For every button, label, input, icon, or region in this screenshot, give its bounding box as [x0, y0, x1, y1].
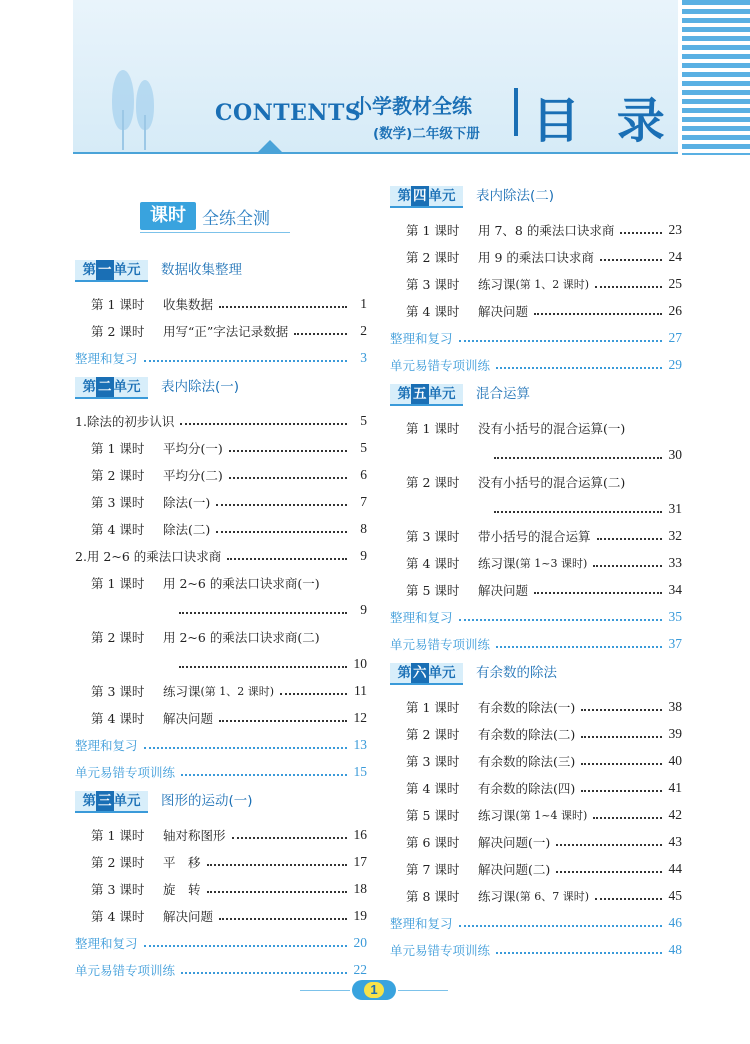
- review-row[interactable]: 整理和复习 13: [75, 736, 367, 753]
- contents-heading: CONTENTS: [215, 100, 362, 126]
- errors-row[interactable]: 单元易错专项训练 15: [75, 763, 367, 780]
- toc-row[interactable]: 第 6 课时 解决问题(一) 43: [406, 833, 682, 850]
- unit-heading[interactable]: [390, 186, 682, 208]
- toc-row[interactable]: 第 2 课时 平均分(二) 6: [91, 466, 367, 483]
- unit-tag: 第 四 单元: [390, 186, 463, 208]
- toc-row[interactable]: 第 4 课时 除法(二) 8: [91, 520, 367, 537]
- toc-row[interactable]: 第 1 课时 有余数的除法(一) 38: [406, 698, 682, 715]
- title-divider: [514, 88, 518, 136]
- unit-title: 表内除法(二): [476, 188, 555, 204]
- unit-heading[interactable]: [390, 384, 682, 406]
- banner-text: 全练全测: [202, 209, 270, 229]
- unit-tag: 第 一 单元: [75, 260, 148, 282]
- toc-row[interactable]: 第 4 课时 练习课 (第 1~3 课时) 33: [406, 554, 682, 571]
- toc-row[interactable]: 第 2 课时 有余数的除法(二) 39: [406, 725, 682, 742]
- errors-row[interactable]: 单元易错专项训练 48: [390, 941, 682, 958]
- unit-heading[interactable]: [75, 377, 367, 399]
- toc-left-column: [75, 260, 367, 983]
- errors-row[interactable]: 单元易错专项训练 22: [75, 961, 367, 978]
- toc-row[interactable]: 第 1 课时 平均分(一) 5: [91, 439, 367, 456]
- toc-row[interactable]: 第 1 课时 收集数据 1: [91, 295, 367, 312]
- section-banner: [140, 202, 290, 234]
- toc-row[interactable]: 第 3 课时 有余数的除法(三) 40: [406, 752, 682, 769]
- toc-row-continuation[interactable]: 10: [75, 650, 367, 677]
- unit-title: 混合运算: [476, 386, 530, 402]
- unit-title: 有余数的除法: [476, 665, 557, 681]
- toc-row[interactable]: 第 3 课时 练习课 (第 1、2 课时) 25: [406, 275, 682, 292]
- toc-row[interactable]: 第 1 课时 没有小括号的混合运算(一): [406, 420, 626, 436]
- toc-row[interactable]: 第 4 课时 解决问题 26: [406, 302, 682, 319]
- unit-title: 图形的运动(一): [161, 793, 253, 809]
- header-triangle: [258, 140, 282, 152]
- toc-row[interactable]: 第 4 课时 解决问题 19: [91, 907, 367, 924]
- toc-row[interactable]: 第 3 课时 练习课 (第 1、2 课时) 11: [91, 682, 367, 699]
- book-subtitle: (数学)二年级下册: [373, 126, 480, 142]
- toc-row[interactable]: 第 4 课时 解决问题 12: [91, 709, 367, 726]
- toc-row[interactable]: 第 1 课时 用 7、8 的乘法口诀求商 23: [406, 221, 682, 238]
- toc-row[interactable]: 第 3 课时 旋 转 18: [91, 880, 367, 897]
- errors-row[interactable]: 单元易错专项训练 37: [390, 635, 682, 652]
- stripe-decoration: [682, 0, 750, 155]
- review-row[interactable]: 整理和复习 35: [390, 608, 682, 625]
- toc-section-row[interactable]: 1.除法的初步认识 5: [75, 412, 367, 429]
- toc-row[interactable]: 第 1 课时 轴对称图形 16: [91, 826, 367, 843]
- unit-title: 数据收集整理: [161, 262, 242, 278]
- footer-line-left: [300, 990, 350, 991]
- toc-section-row[interactable]: 2.用 2~6 的乘法口诀求商 9: [75, 547, 367, 564]
- footer-line-right: [398, 990, 448, 991]
- toc-row[interactable]: 第 4 课时 有余数的除法(四) 41: [406, 779, 682, 796]
- toc-right-column: [390, 186, 682, 963]
- unit-tag: 第 三 单元: [75, 791, 148, 813]
- review-row[interactable]: 整理和复习 20: [75, 934, 367, 951]
- unit-heading[interactable]: [75, 260, 367, 282]
- toc-row[interactable]: 第 2 课时 用写“正”字法记录数据 2: [91, 322, 367, 339]
- toc-row[interactable]: 第 3 课时 除法(一) 7: [91, 493, 367, 510]
- tree-trunk: [122, 110, 124, 150]
- page-title: 目 录: [532, 93, 675, 149]
- banner-box: 课时: [140, 202, 196, 230]
- toc-row[interactable]: 第 1 课时 用 2~6 的乘法口诀求商(一): [91, 575, 320, 591]
- toc-row-continuation[interactable]: 9: [75, 596, 367, 623]
- unit-tag: 第 五 单元: [390, 384, 463, 406]
- review-row[interactable]: 整理和复习 46: [390, 914, 682, 931]
- unit-tag: 第 二 单元: [75, 377, 148, 399]
- review-row[interactable]: 整理和复习 3: [75, 349, 367, 366]
- toc-row[interactable]: 第 8 课时 练习课 (第 6、7 课时) 45: [406, 887, 682, 904]
- unit-title: 表内除法(一): [161, 379, 240, 395]
- header-underline: [73, 152, 678, 154]
- page-number: 1: [364, 982, 384, 998]
- unit-heading[interactable]: [75, 791, 367, 813]
- review-row[interactable]: 整理和复习 27: [390, 329, 682, 346]
- toc-row-continuation[interactable]: 31: [390, 495, 682, 522]
- book-title: 小学教材全练: [352, 94, 472, 118]
- toc-row[interactable]: 第 2 课时 用 2~6 的乘法口诀求商(二): [91, 629, 320, 645]
- toc-row[interactable]: 第 2 课时 平 移 17: [91, 853, 367, 870]
- toc-row[interactable]: 第 2 课时 用 9 的乘法口诀求商 24: [406, 248, 682, 265]
- toc-row[interactable]: 第 3 课时 带小括号的混合运算 32: [406, 527, 682, 544]
- toc-row[interactable]: 第 5 课时 练习课 (第 1~4 课时) 42: [406, 806, 682, 823]
- toc-row[interactable]: 第 7 课时 解决问题(二) 44: [406, 860, 682, 877]
- tree-trunk: [144, 115, 146, 150]
- toc-row[interactable]: 第 2 课时 没有小括号的混合运算(二): [406, 474, 626, 490]
- errors-row[interactable]: 单元易错专项训练 29: [390, 356, 682, 373]
- toc-row[interactable]: 第 5 课时 解决问题 34: [406, 581, 682, 598]
- toc-row-continuation[interactable]: 30: [390, 441, 682, 468]
- banner-underline: [140, 232, 290, 233]
- unit-heading[interactable]: [390, 663, 682, 685]
- unit-tag: 第 六 单元: [390, 663, 463, 685]
